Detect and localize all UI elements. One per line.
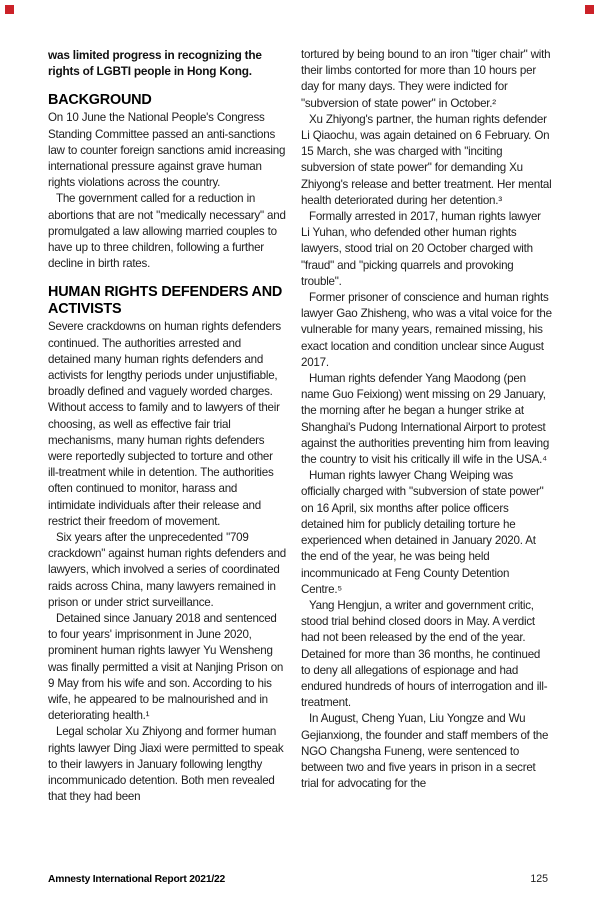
paragraph: The government called for a reduction in abortions that are not "medically necessary" and promulgated a law allowing married couples to have up to three children, following a further decline in birth rates.: [48, 192, 286, 271]
paragraph: In August, Cheng Yuan, Liu Yongze and Wu Gejianxiong, the founder and staff members of the NGO Changsha Funeng, were sentenced to between two and five years in prison in a secret trial for advocating for the: [301, 712, 549, 791]
paragraph: Former prisoner of conscience and human rights lawyer Gao Zhisheng, who was a vital voice for the vulnerable for many years, remained missing, his exact location and condition unclear since August 2017.: [301, 291, 552, 369]
paragraph: On 10 June the National People's Congress Standing Committee passed an anti-sanctions law to counter foreign sanctions amid increasing international pressure against grave human rights violations across the country.: [48, 111, 286, 190]
page-number: 125: [530, 873, 548, 885]
paragraph: Human rights lawyer Chang Weiping was officially charged with "subversion of state power" on 16 April, six months after police officers detained him for publicly detailing torture he experienced when detained in January 2020. At the end of the year, he was being held incommunicado at Feng County Detention Centre.⁵: [301, 469, 544, 596]
paragraph: Severe crackdowns on human rights defenders continued. The authorities arrested and detained many human rights defenders and activists for lengthy periods under unjustifiable, broadly defined and vaguely worded charges. Without access to family and to lawyers of their choosing, as well as effective fair trial mechanisms, many human rights defenders were reportedly subjected to torture and other ill-treatment while in detention. The authorities often continued to monitor, harass and intimidate individuals after their release and restrict their freedom of movement.: [48, 320, 281, 528]
two-column-layout: [48, 47, 552, 805]
paragraph: Detained since January 2018 and sentenced to four years' imprisonment in June 2020, prominent human rights lawyer Yu Wensheng was finally permitted a visit at Nanjing Prison on 9 May from his wife and son. According to his wife, he appeared to be malnourished and in deteriorating health.¹: [48, 612, 284, 723]
paragraph: tortured by being bound to an iron "tiger chair" with their limbs contorted for more than 10 hours per day for many days. They were indicted for "subversion of state power" in October.²: [301, 48, 551, 110]
page-footer: [48, 873, 548, 885]
paragraph: Six years after the unprecedented "709 crackdown" against human rights defenders and lawyers, which involved a series of coordinated raids across China, many lawyers remained in prison or under strict surveillance.: [48, 530, 286, 609]
section-heading: BACKGROUND: [48, 91, 152, 108]
paragraph: Formally arrested in 2017, human rights lawyer Li Yuhan, who defended other human rights lawyers, stood trial on 20 October charged with "fraud" and "picking quarrels and provoking trouble".: [301, 210, 541, 288]
paragraph: Legal scholar Xu Zhiyong and former human rights lawyer Ding Jiaxi were permitted to speak to their lawyers in January following lengthy incommunicado detention. Both men revealed that they had been: [48, 725, 284, 804]
left-column: [48, 47, 286, 805]
section-heading: HUMAN RIGHTS DEFENDERS AND ACTIVISTS: [48, 284, 283, 317]
paragraph: Xu Zhiyong's partner, the human rights defender Li Qiaochu, was again detained on 6 February. On 15 March, she was charged with "inciting subversion of state power" for demanding Xu Zhiyong's release and better treatment. Her mental health deteriorated during her detention.³: [301, 112, 552, 207]
paragraph: Human rights defender Yang Maodong (pen name Guo Feixiong) went missing on 29 January, the morning after he began a hunger strike at Shanghai's Pudong International Airport to protest against the authorities preventing him from leaving the country to visit his critically ill wife in the USA.⁴: [301, 372, 550, 467]
paragraph: Yang Hengjun, a writer and government critic, stood trial behind closed doors in May. A verdict had not been released by the end of the year. Detained for more than 36 months, he continued to deny all allegations of espionage and had endured hundreds of hours of interrogation and ill-treatment.: [301, 598, 548, 710]
corner-mark-top-right: [585, 5, 594, 14]
corner-mark-top-left: [5, 5, 14, 14]
lead-paragraph: was limited progress in recognizing the rights of LGBTI people in Hong Kong.: [48, 48, 262, 79]
right-column: [301, 47, 552, 805]
report-title: Amnesty International Report 2021/22: [48, 874, 226, 885]
